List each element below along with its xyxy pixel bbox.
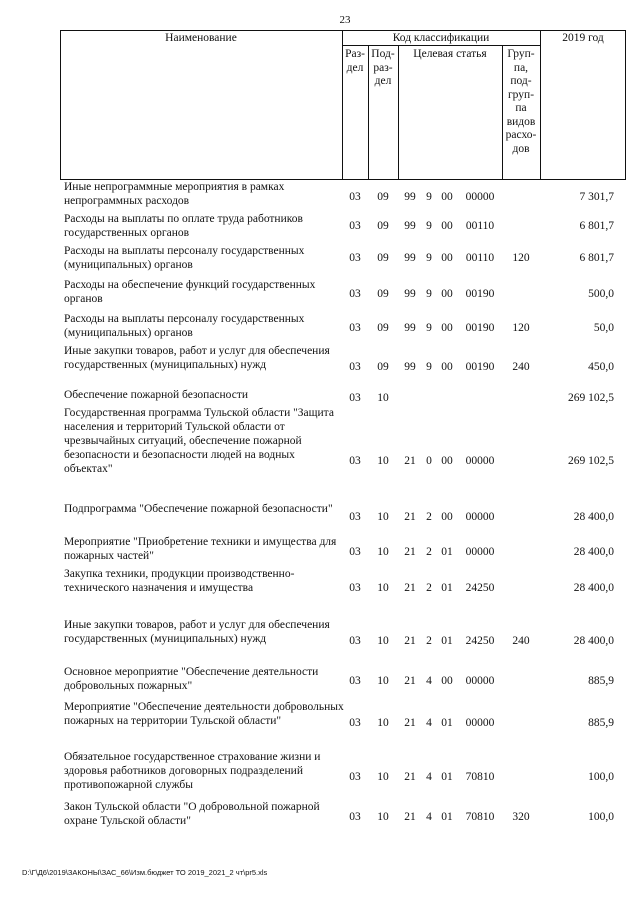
row-name: Мероприятие "Обеспечение деятельности добровольных пожарных на территории Тульской области" bbox=[64, 701, 344, 727]
row-code-c4: 00000 bbox=[465, 675, 495, 687]
row-code-c3: 01 bbox=[441, 771, 453, 783]
row-code-c1: 21 bbox=[404, 546, 416, 558]
row-amount: 28 400,0 bbox=[573, 546, 614, 558]
row-code-rz: 03 bbox=[349, 191, 361, 203]
row-code-c1: 21 bbox=[404, 511, 416, 523]
row-code-c1: 99 bbox=[404, 191, 416, 203]
row-code-c4: 00190 bbox=[465, 288, 495, 300]
row-code-c1: 21 bbox=[404, 811, 416, 823]
row-amount: 269 102,5 bbox=[568, 455, 614, 467]
row-code-rz: 03 bbox=[349, 288, 361, 300]
row-code-c2: 4 bbox=[426, 771, 432, 783]
row-name: Расходы на выплаты персоналу государственных (муниципальных) органов bbox=[64, 313, 305, 339]
row-code-rz: 03 bbox=[349, 582, 361, 594]
row-code-c1: 99 bbox=[404, 288, 416, 300]
row-name: Расходы на выплаты по оплате труда работников государственных органов bbox=[64, 213, 303, 239]
row-code-rz: 03 bbox=[349, 322, 361, 334]
row-code-vr: 320 bbox=[512, 811, 530, 823]
row-amount: 7 301,7 bbox=[579, 191, 614, 203]
header-section: Раз- дел bbox=[345, 48, 365, 74]
row-code-c3: 01 bbox=[441, 717, 453, 729]
row-code-c1: 21 bbox=[404, 771, 416, 783]
row-code-pr: 10 bbox=[377, 717, 389, 729]
row-code-c1: 99 bbox=[404, 220, 416, 232]
row-code-rz: 03 bbox=[349, 455, 361, 467]
row-code-c4: 00110 bbox=[465, 220, 495, 232]
row-amount: 269 102,5 bbox=[568, 392, 614, 404]
row-amount: 6 801,7 bbox=[579, 220, 614, 232]
row-code-c2: 4 bbox=[426, 811, 432, 823]
row-code-c1: 99 bbox=[404, 252, 416, 264]
row-code-pr: 09 bbox=[377, 220, 389, 232]
row-amount: 885,9 bbox=[588, 717, 614, 729]
file-path-footer: D:\Г\Д6\2019\ЗАКОНЫ\ЗАС_66\Изм.бюджет ТО 2019_2021_2 чт\pr5.xls bbox=[22, 868, 268, 877]
row-code-c3: 00 bbox=[441, 675, 453, 687]
row-code-c4: 00000 bbox=[465, 191, 495, 203]
row-code-pr: 10 bbox=[377, 511, 389, 523]
row-code-c2: 9 bbox=[426, 220, 432, 232]
row-code-rz: 03 bbox=[349, 771, 361, 783]
row-code-c2: 2 bbox=[426, 582, 432, 594]
row-code-pr: 10 bbox=[377, 635, 389, 647]
row-code-c3: 00 bbox=[441, 191, 453, 203]
header-group: Груп- па, под- груп- па видов расхо- дов bbox=[505, 48, 537, 155]
row-code-rz: 03 bbox=[349, 361, 361, 373]
row-name: Закон Тульской области "О добровольной пожарной охране Тульской области" bbox=[64, 801, 320, 827]
row-code-c3: 01 bbox=[441, 635, 453, 647]
header-top-border bbox=[60, 30, 626, 31]
row-code-c4: 24250 bbox=[465, 582, 495, 594]
row-code-pr: 10 bbox=[377, 392, 389, 404]
row-code-vr: 120 bbox=[512, 322, 530, 334]
row-code-vr: 240 bbox=[512, 361, 530, 373]
row-code-c2: 9 bbox=[426, 191, 432, 203]
header-target-article: Целевая статья bbox=[413, 48, 487, 60]
row-code-c2: 9 bbox=[426, 322, 432, 334]
header-left-border bbox=[60, 30, 61, 180]
row-amount: 28 400,0 bbox=[573, 511, 614, 523]
row-code-pr: 10 bbox=[377, 675, 389, 687]
row-code-rz: 03 bbox=[349, 392, 361, 404]
row-code-c4: 00000 bbox=[465, 511, 495, 523]
row-code-c1: 99 bbox=[404, 361, 416, 373]
header-divider-year bbox=[540, 30, 541, 180]
row-code-pr: 10 bbox=[377, 811, 389, 823]
row-amount: 100,0 bbox=[588, 811, 614, 823]
row-code-rz: 03 bbox=[349, 252, 361, 264]
row-code-c1: 21 bbox=[404, 717, 416, 729]
header-right-border bbox=[625, 30, 626, 180]
row-code-c1: 21 bbox=[404, 635, 416, 647]
row-code-c3: 01 bbox=[441, 582, 453, 594]
row-code-pr: 10 bbox=[377, 771, 389, 783]
row-name: Иные закупки товаров, работ и услуг для обеспечения государственных (муниципальных) нужд bbox=[64, 619, 330, 645]
row-code-c1: 21 bbox=[404, 675, 416, 687]
row-name: Обеспечение пожарной безопасности bbox=[64, 389, 249, 401]
row-code-c3: 00 bbox=[441, 455, 453, 467]
row-amount: 28 400,0 bbox=[573, 582, 614, 594]
row-name: Иные закупки товаров, работ и услуг для обеспечения государственных (муниципальных) нужд bbox=[64, 345, 330, 371]
row-amount: 450,0 bbox=[588, 361, 614, 373]
row-amount: 50,0 bbox=[593, 322, 614, 334]
row-code-c3: 00 bbox=[441, 511, 453, 523]
row-name: Основное мероприятие "Обеспечение деятельности добровольных пожарных" bbox=[64, 666, 319, 692]
row-code-c4: 00190 bbox=[465, 322, 495, 334]
row-code-c2: 9 bbox=[426, 288, 432, 300]
row-code-rz: 03 bbox=[349, 811, 361, 823]
header-subsection: Под- раз- дел bbox=[371, 48, 395, 87]
row-code-c3: 00 bbox=[441, 322, 453, 334]
row-code-c3: 00 bbox=[441, 288, 453, 300]
row-amount: 500,0 bbox=[588, 288, 614, 300]
header-year: 2019 год bbox=[562, 32, 604, 44]
row-code-c3: 01 bbox=[441, 811, 453, 823]
row-code-c2: 0 bbox=[426, 455, 432, 467]
row-code-c2: 2 bbox=[426, 635, 432, 647]
row-code-rz: 03 bbox=[349, 220, 361, 232]
row-name: Иные непрограммные мероприятия в рамках непрограммных расходов bbox=[64, 181, 285, 207]
row-code-rz: 03 bbox=[349, 635, 361, 647]
row-code-c3: 00 bbox=[441, 361, 453, 373]
row-code-pr: 10 bbox=[377, 455, 389, 467]
row-code-c4: 70810 bbox=[465, 771, 495, 783]
header-classification: Код классификации bbox=[392, 32, 490, 44]
header-name: Наименование bbox=[165, 32, 237, 44]
row-code-c4: 00190 bbox=[465, 361, 495, 373]
page-number: 23 bbox=[339, 14, 351, 26]
row-code-c2: 2 bbox=[426, 546, 432, 558]
row-amount: 100,0 bbox=[588, 771, 614, 783]
row-code-c4: 24250 bbox=[465, 635, 495, 647]
row-code-pr: 09 bbox=[377, 361, 389, 373]
row-code-rz: 03 bbox=[349, 675, 361, 687]
table-header bbox=[60, 30, 626, 180]
row-code-c4: 00110 bbox=[465, 252, 495, 264]
row-code-c2: 4 bbox=[426, 717, 432, 729]
row-code-c2: 4 bbox=[426, 675, 432, 687]
row-code-c2: 9 bbox=[426, 361, 432, 373]
row-name: Государственная программа Тульской области "Защита населения и территорий Тульской области от чрезвычайных ситуаций, обеспечение пожарной безопасности и безопасности людей на водных объектах" bbox=[64, 407, 334, 475]
row-code-pr: 09 bbox=[377, 322, 389, 334]
header-divider-pr bbox=[398, 45, 399, 180]
row-code-pr: 09 bbox=[377, 252, 389, 264]
row-code-vr: 120 bbox=[512, 252, 530, 264]
row-amount: 885,9 bbox=[588, 675, 614, 687]
row-code-pr: 09 bbox=[377, 288, 389, 300]
row-code-c1: 99 bbox=[404, 322, 416, 334]
row-amount: 6 801,7 bbox=[579, 252, 614, 264]
row-code-c3: 00 bbox=[441, 252, 453, 264]
row-name: Обязательное государственное страхование жизни и здоровья работников договорных подразделений противопожарной службы bbox=[64, 751, 321, 791]
row-code-c1: 21 bbox=[404, 582, 416, 594]
row-name: Расходы на обеспечение функций государственных органов bbox=[64, 279, 316, 305]
row-code-rz: 03 bbox=[349, 546, 361, 558]
row-name: Мероприятие "Приобретение техники и имущества для пожарных частей" bbox=[64, 536, 337, 562]
row-code-pr: 09 bbox=[377, 191, 389, 203]
row-name: Закупка техники, продукции производственно-технического назначения и имущества bbox=[64, 568, 295, 594]
row-code-c4: 00000 bbox=[465, 455, 495, 467]
row-code-c3: 01 bbox=[441, 546, 453, 558]
row-code-c2: 9 bbox=[426, 252, 432, 264]
row-code-rz: 03 bbox=[349, 511, 361, 523]
row-code-c3: 00 bbox=[441, 220, 453, 232]
row-code-rz: 03 bbox=[349, 717, 361, 729]
row-code-pr: 10 bbox=[377, 582, 389, 594]
row-code-vr: 240 bbox=[512, 635, 530, 647]
row-amount: 28 400,0 bbox=[573, 635, 614, 647]
row-code-c4: 70810 bbox=[465, 811, 495, 823]
row-code-c4: 00000 bbox=[465, 546, 495, 558]
row-code-c1: 21 bbox=[404, 455, 416, 467]
row-code-c2: 2 bbox=[426, 511, 432, 523]
row-name: Расходы на выплаты персоналу государственных (муниципальных) органов bbox=[64, 245, 305, 271]
row-code-pr: 10 bbox=[377, 546, 389, 558]
row-name: Подпрограмма "Обеспечение пожарной безопасности" bbox=[64, 503, 333, 515]
row-code-c4: 00000 bbox=[465, 717, 495, 729]
